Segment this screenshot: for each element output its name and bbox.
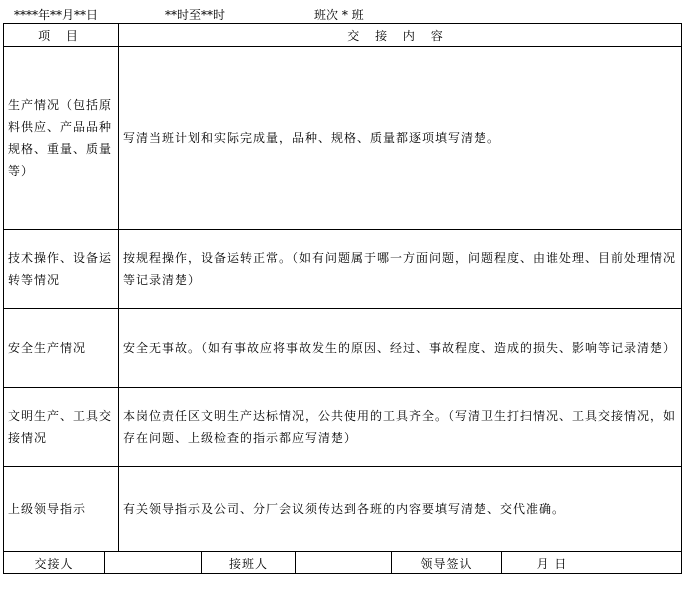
row-label-text: 生产情况（包括原料供应、产品品种规格、重量、质量等） xyxy=(8,98,113,178)
signature-row xyxy=(4,552,681,574)
row-content-text: 有关领导指示及公司、分厂会议须传达到各班的内容要填写清楚、交代准确。 xyxy=(123,502,566,516)
table-row xyxy=(4,230,681,309)
row-label-technical xyxy=(4,230,119,308)
header-time: **时至**时 xyxy=(165,8,226,22)
table-header-row xyxy=(4,24,681,47)
row-label-civilized xyxy=(4,388,119,466)
row-label-text: 安全生产情况 xyxy=(8,341,87,355)
row-content-civilized[interactable] xyxy=(119,388,681,466)
column-header-item: 项 目 xyxy=(4,24,119,46)
handover-label: 交接人 xyxy=(4,552,105,574)
row-label-production xyxy=(4,47,119,229)
row-content-text: 安全无事故。（如有事故应将事故发生的原因、经过、事故程度、造成的损失、影响等记录清楚） xyxy=(123,341,677,355)
receiver-label: 接班人 xyxy=(202,552,296,574)
row-content-safety[interactable] xyxy=(119,309,681,387)
row-label-text: 文明生产、工具交接情况 xyxy=(8,409,113,445)
row-label-text: 技术操作、设备运转等情况 xyxy=(8,251,113,287)
row-label-leader xyxy=(4,467,119,551)
row-content-technical[interactable] xyxy=(119,230,681,308)
header-shift: 班次 * 班 xyxy=(314,8,364,22)
column-header-content: 交 接 内 容 xyxy=(347,28,449,43)
row-content-production[interactable] xyxy=(119,47,681,229)
row-label-text: 上级领导指示 xyxy=(8,502,87,516)
header-date: ****年**月**日 xyxy=(14,8,99,22)
row-label-safety xyxy=(4,309,119,387)
row-content-text: 写清当班计划和实际完成量，品种、规格、质量都逐项填写清楚。 xyxy=(123,131,501,145)
receiver-signature-field[interactable] xyxy=(296,552,392,574)
handover-signature-field[interactable] xyxy=(105,552,202,574)
table-row xyxy=(4,467,681,552)
table-row xyxy=(4,309,681,388)
handover-table xyxy=(3,23,682,574)
table-row xyxy=(4,388,681,467)
month-day-label: 月 日 xyxy=(536,556,568,571)
row-content-text: 按规程操作，设备运转正常。（如有问题属于哪一方面问题，问题程度、由谁处理、目前处理情况等记录清楚） xyxy=(123,251,677,287)
row-content-text: 本岗位责任区文明生产达标情况，公共使用的工具齐全。（写清卫生打扫情况、工具交接情况，如存在问题、上级检查的指示都应写清楚） xyxy=(123,409,677,445)
shift-header xyxy=(0,6,686,22)
leader-sign-label: 领导签认 xyxy=(392,552,502,574)
table-row xyxy=(4,47,681,230)
row-content-leader[interactable] xyxy=(119,467,681,551)
